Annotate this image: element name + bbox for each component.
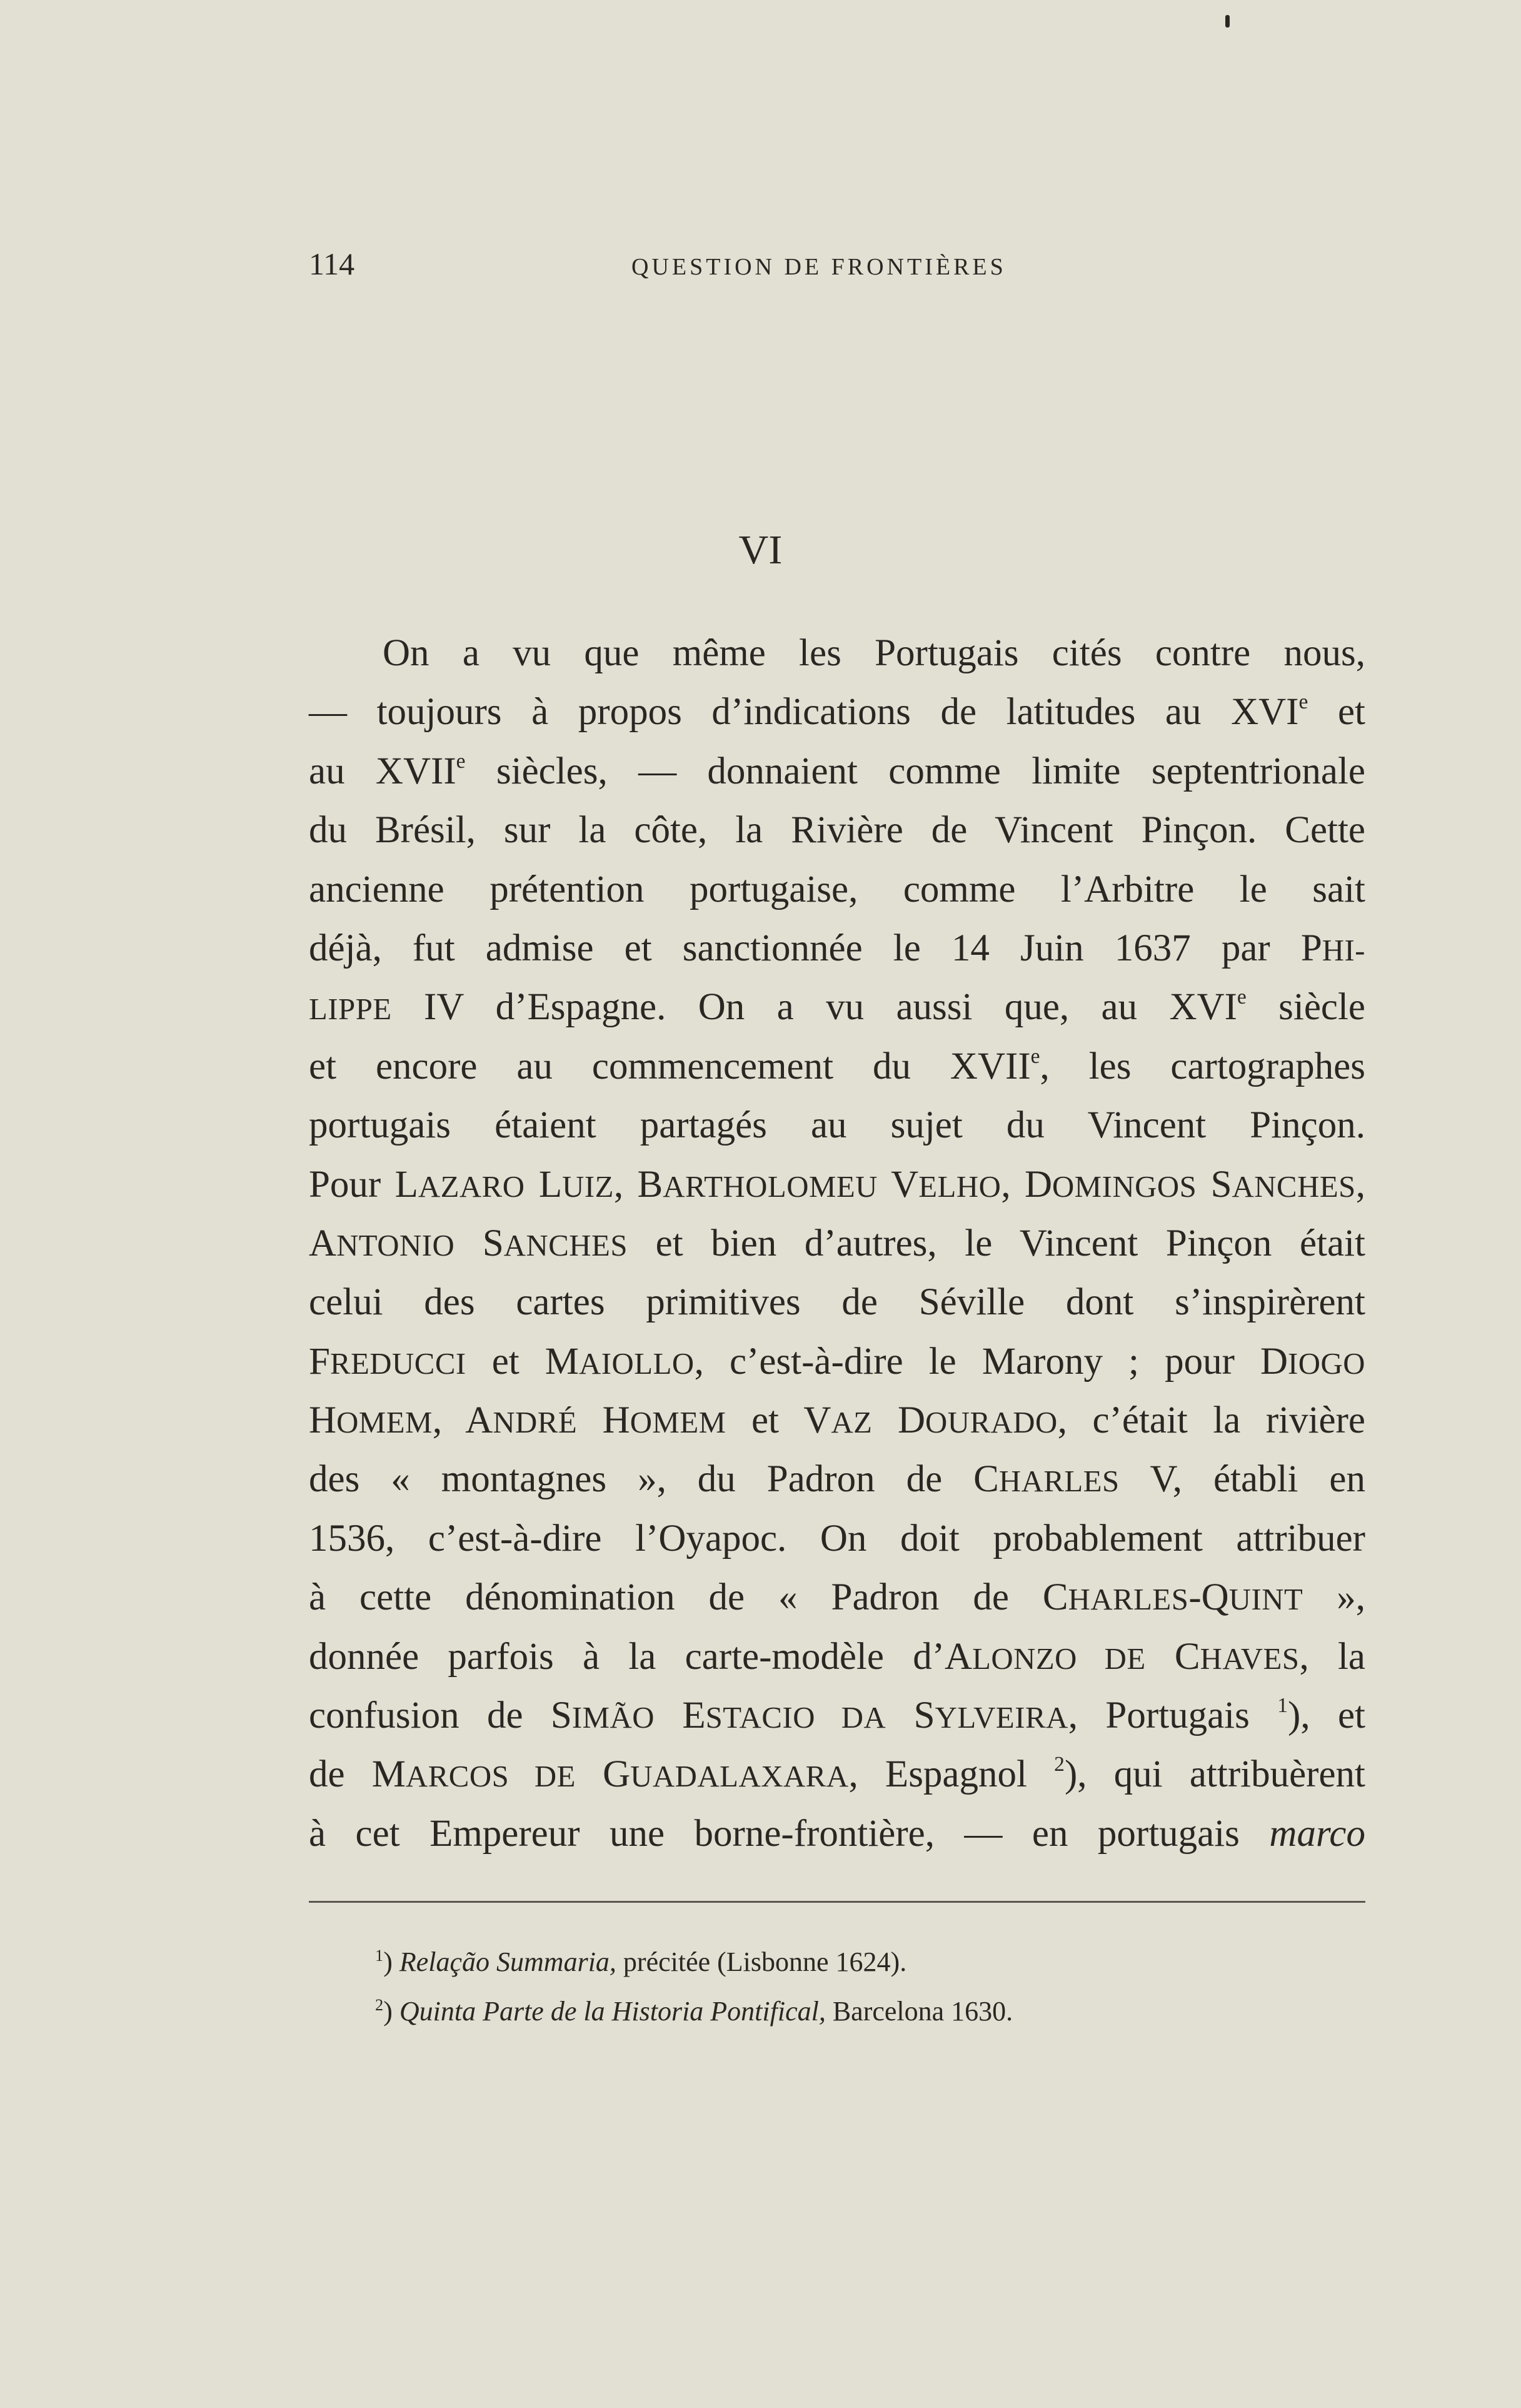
text-line: au XVIIe siècles, — donnaient comme limite septentrionale: [309, 749, 1365, 792]
footnote-text: Barcelona 1630.: [825, 1996, 1013, 2027]
text-line: Pour LAZARO LUIZ, BARTHOLOMEU VELHO, DOMINGOS SANCHES,: [309, 1163, 1366, 1206]
section-heading: VI: [738, 527, 783, 573]
footnote-rule: [309, 1901, 1365, 1903]
text-line: de MARCOS DE GUADALAXARA, Espagnol $^2$), qui attribuèrent: [309, 1753, 1365, 1796]
text-line: à cet Empereur une borne-frontière, — en portugais marco: [309, 1812, 1365, 1855]
text-line: FREDUCCI et MAIOLLO, c’est-à-dire le Marony ; pour DIOGO: [309, 1340, 1365, 1383]
text-line: du Brésil, sur la côte, la Rivière de Vincent Pinçon. Cette: [309, 809, 1365, 852]
text-line: ancienne prétention portugaise, comme l’Arbitre le sait: [309, 868, 1365, 910]
text-line: des « montagnes », du Padron de CHARLES V, établi en: [309, 1458, 1366, 1501]
footnote-mark: 1: [375, 1946, 384, 1965]
footnote-text: précitée (Lisbonne 1624).: [616, 1947, 907, 1977]
text-line: portugais étaient partagés au sujet du Vincent Pinçon.: [309, 1104, 1365, 1147]
text-line: LIPPE IV d’Espagne. On a vu aussi que, au XVIe siècle: [309, 985, 1366, 1029]
footnote-reference: Relação Summaria,: [399, 1947, 616, 1977]
text-line: — toujours à propos d’indications de latitudes au XVIe et: [309, 690, 1365, 733]
footnote-1: $^1$) Relação Summaria, précitée (Lisbonne 1624).: [375, 1946, 907, 1977]
text-line: On a vu que même les Portugais cités contre nous,: [383, 632, 1365, 674]
text-line: donnée parfois à la carte-modèle d’ALONZO DE CHAVES, la: [309, 1635, 1365, 1678]
running-title: QUESTION DE FRONTIÈRES: [631, 254, 1006, 280]
text-line: à cette dénomination de « Padron de CHARLES-QUINT »,: [309, 1576, 1365, 1619]
text-line: celui des cartes primitives de Séville dont s’inspirèrent: [309, 1281, 1365, 1324]
page-number: 114: [309, 246, 355, 281]
ink-speck: [1225, 15, 1230, 28]
text-line: déjà, fut admise et sanctionnée le 14 Juin 1637 par PHI-: [309, 927, 1365, 969]
footnote-reference: Quinta Parte de la Historia Pontifical,: [399, 1996, 826, 2027]
footnote-mark: 2: [375, 1995, 384, 2015]
body-paragraph: [309, 624, 1365, 1863]
text-line: 1536, c’est-à-dire l’Oyapoc. On doit probablement attribuer: [309, 1517, 1365, 1559]
footnotes: [375, 1939, 1363, 2038]
footnote-2: $^2$) Quinta Parte de la Historia Pontifical, Barcelona 1630.: [375, 1995, 1013, 2027]
text-line: confusion de SIMÃO ESTACIO DA SYLVEIRA, Portugais $^1$), et: [309, 1693, 1366, 1737]
text-line: HOMEM, ANDRÉ HOMEM et VAZ DOURADO, c’était la rivière: [309, 1399, 1366, 1442]
text-line: ANTONIO SANCHES et bien d’autres, le Vincent Pinçon était: [309, 1222, 1365, 1264]
text-line: et encore au commencement du XVIIe, les cartographes: [309, 1044, 1365, 1087]
